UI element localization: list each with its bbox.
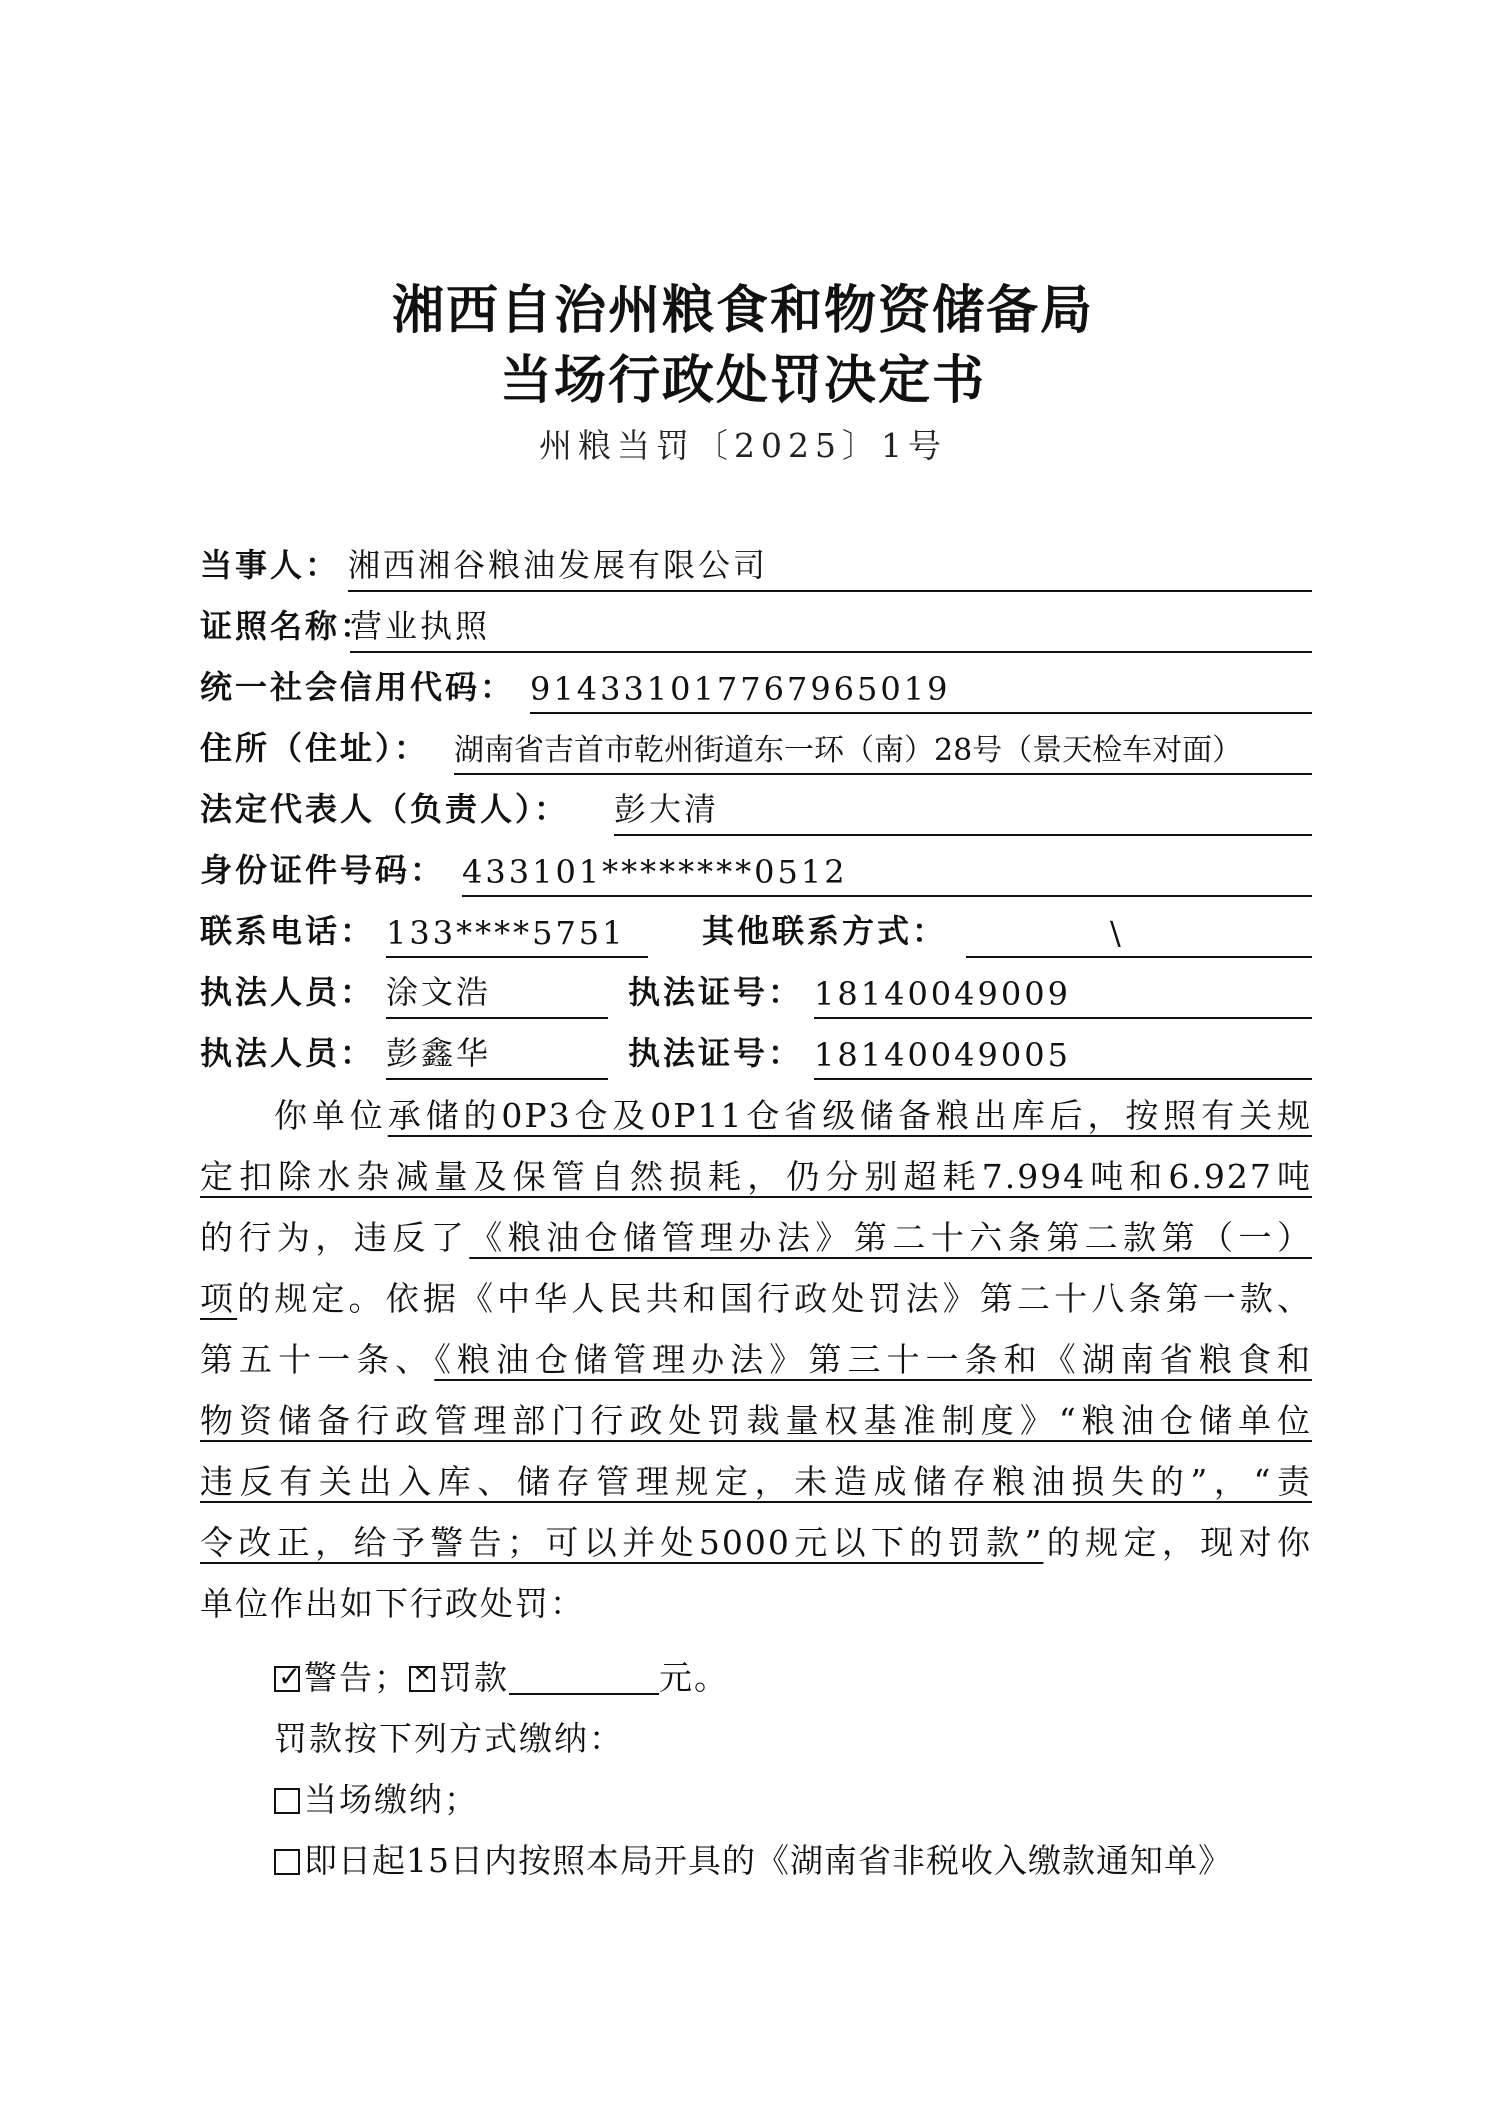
- rep-label: 法定代表人（负责人）：: [200, 790, 570, 828]
- fine-unit: 元。: [659, 1658, 729, 1697]
- id-label: 身份证件号码：: [200, 851, 446, 889]
- field-party: [200, 540, 1312, 592]
- paragraph-line: 违反有关出入库、储存管理规定，未造成储存粮油损失的”，“责: [200, 1462, 1312, 1501]
- officer1-label: 执法人员：: [200, 973, 376, 1011]
- fine-checkbox-crossed: [409, 1666, 435, 1692]
- underline: [454, 773, 1312, 775]
- field-contact: [200, 906, 1312, 958]
- underline: [348, 590, 1312, 592]
- field-cert: [200, 601, 1312, 653]
- underline: [462, 895, 1312, 897]
- officer2-value: 彭鑫华: [386, 1034, 492, 1072]
- field-credit-code: [200, 662, 1312, 714]
- underline: [350, 651, 1312, 653]
- other-contact-label: 其他联系方式：: [702, 912, 948, 950]
- payment-option-2: 即日起15日内按照本局开具的《湖南省非税收入缴款通知单》: [274, 1835, 1232, 1895]
- fine-label: 罚款: [439, 1658, 509, 1697]
- underline: [386, 956, 648, 958]
- paragraph-line: 物资储备行政管理部门行政处罚裁量权基准制度》“粮油仓储单位: [200, 1401, 1312, 1440]
- underline: [386, 1078, 608, 1080]
- address-value: 湖南省吉首市乾州街道东一环（南）28号（景天检车对面）: [454, 733, 1243, 768]
- credit-value: 914331017767965019: [530, 670, 951, 708]
- officer1-cert-label: 执法证号：: [628, 973, 804, 1011]
- field-id-number: [200, 845, 1312, 897]
- officer1-cert-value: 18140049009: [814, 975, 1071, 1013]
- penalty-options: [274, 1652, 729, 1712]
- paragraph-line: 你单位承储的0P3仓及0P11仓省级储备粮出库后，按照有关规: [274, 1096, 1312, 1135]
- party-label: 当事人：: [200, 546, 341, 584]
- phone-label: 联系电话：: [200, 912, 376, 950]
- paragraph-line: 第五十一条、《粮油仓储管理办法》第三十一条和《湖南省粮食和: [200, 1340, 1313, 1379]
- document-title-line2: 当场行政处罚决定书: [499, 351, 986, 411]
- field-officer-1: [200, 967, 1312, 1019]
- paragraph-line: 令改正，给予警告；可以并处5000元以下的罚款”的规定，现对你: [200, 1523, 1313, 1562]
- officer2-cert-label: 执法证号：: [628, 1034, 804, 1072]
- address-label: 住所（住址）：: [200, 729, 430, 767]
- cert-label: 证照名称：: [200, 607, 376, 645]
- field-representative: [200, 784, 1312, 836]
- underline: [386, 1017, 608, 1019]
- cert-value: 营业执照: [350, 607, 491, 645]
- party-value: 湘西湘谷粮油发展有限公司: [348, 546, 769, 584]
- warning-label: 警告；: [304, 1658, 409, 1697]
- deferred-payment-checkbox: [274, 1849, 300, 1875]
- payment-intro: 罚款按下列方式缴纳：: [274, 1719, 624, 1758]
- credit-label: 统一社会信用代码：: [200, 668, 516, 706]
- underline: [814, 1017, 1312, 1019]
- field-officer-2: [200, 1028, 1312, 1080]
- officer2-label: 执法人员：: [200, 1034, 376, 1072]
- underline: [614, 834, 1312, 836]
- other-contact-value: \: [1110, 914, 1124, 952]
- officer1-value: 涂文浩: [386, 973, 492, 1011]
- phone-value: 133****5751: [386, 914, 626, 952]
- rep-value: 彭大清: [614, 790, 720, 828]
- id-value: 433101********0512: [462, 853, 848, 891]
- paragraph-line: 项的规定。依据《中华人民共和国行政处罚法》第二十八条第一款、: [200, 1279, 1313, 1318]
- underline: [814, 1078, 1312, 1080]
- fine-amount-blank: [509, 1663, 659, 1695]
- warning-checkbox-checked: [274, 1666, 300, 1692]
- payment-option-1: 当场缴纳；: [274, 1774, 479, 1834]
- underline: [530, 712, 1312, 714]
- onsite-payment-checkbox: [274, 1788, 300, 1814]
- document-title-line1: 湘西自治州粮食和物资储备局: [391, 281, 1094, 341]
- field-address: [200, 723, 1312, 775]
- officer2-cert-value: 18140049005: [814, 1036, 1071, 1074]
- paragraph-line: 的行为，违反了《粮油仓储管理办法》第二十六条第二款第（一）: [200, 1218, 1313, 1257]
- paragraph-line: 单位作出如下行政处罚：: [200, 1584, 585, 1623]
- underline: [966, 956, 1312, 958]
- document-number: 州粮当罚〔2025〕1号: [539, 426, 947, 465]
- paragraph-line: 定扣除水杂减量及保管自然损耗，仍分别超耗7.994吨和6.927吨: [200, 1157, 1312, 1196]
